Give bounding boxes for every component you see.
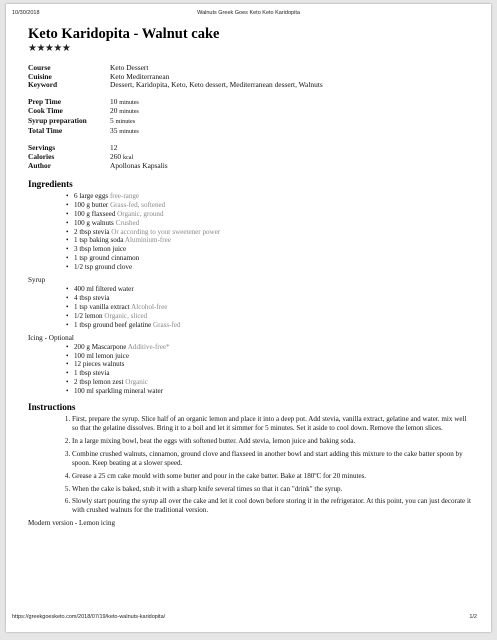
meta-group-category: [28, 64, 473, 90]
meta-key: Prep Time: [28, 96, 62, 106]
meta-value: 20 minutes: [110, 106, 139, 116]
icing-heading: Icing - Optional: [28, 333, 74, 342]
ingredient-item: [74, 192, 473, 201]
ingredient-note: Crushed: [115, 218, 140, 227]
icing-ingredients-list: [28, 343, 473, 396]
meta-value: 260 kcal: [110, 151, 134, 161]
ingredient-item: [74, 219, 473, 228]
instruction-step: 5. When the cake is baked, stub it with a sharp knife several times so that it can "drink" the syrup.: [72, 485, 473, 494]
ingredient-item: [74, 228, 473, 237]
ingredient-text: 1 tsp ground cinnamon: [74, 254, 140, 263]
ingredient-note: Aluminium-free: [124, 236, 171, 245]
meta-key: Total Time: [28, 125, 63, 135]
meta-row-total-time: [28, 127, 473, 137]
ingredient-note: Alcohol-free: [131, 302, 168, 311]
ingredient-text: 6 large eggs: [74, 191, 109, 200]
meta-value: 12: [110, 143, 118, 153]
ingredient-note: Additive-free*: [127, 342, 170, 351]
instruction-step: 3. Combine crushed walnuts, cinnamon, ground clove and flaxseed in another bowl and start adding this mixture to the cake batter spoon by spoon. Keep beating at a slower speed.: [72, 450, 473, 468]
ingredients-list: [28, 192, 473, 272]
meta-row-syrup-time: [28, 117, 473, 127]
meta-value: 5 minutes: [110, 115, 136, 125]
ingredient-item: [74, 201, 473, 210]
ingredients-heading: Ingredients: [28, 178, 73, 189]
ingredient-text: 1 tsp baking soda: [74, 236, 124, 245]
ingredient-text: 1/2 tsp ground clove: [74, 263, 133, 272]
document-page: [6, 4, 491, 632]
meta-key: Calories: [28, 151, 55, 161]
ingredient-text: 4 tbsp stevia: [74, 294, 110, 302]
instruction-step: 6. Slowly start pouring the syrup all over the cake and let it cool down before storing it in the refrigerator. At this point, you can just decorate it with crushed walnuts for the traditional version.: [72, 497, 473, 515]
ingredient-text: 400 ml filtered water: [74, 285, 134, 294]
ingredient-item: [74, 387, 473, 396]
meta-value: Apollonas Kapsalis: [110, 161, 168, 171]
instruction-step: 4. Grease a 25 cm cake mould with some butter and pour in the cake batter. Bake at 180ºC for 20 minutes.: [72, 472, 473, 481]
meta-row-prep-time: [28, 98, 473, 108]
meta-value: 10 minutes: [110, 96, 139, 106]
ingredient-note: Organic, sliced: [104, 311, 148, 320]
ingredient-text: 3 tbsp lemon juice: [74, 245, 127, 254]
meta-key: Course: [28, 63, 51, 72]
ingredient-text: 1/2 lemon: [74, 311, 103, 320]
ingredient-note: free-range: [109, 191, 140, 200]
ingredient-item: [74, 378, 473, 387]
ingredient-item: [74, 236, 473, 245]
print-header: [6, 10, 491, 20]
ingredient-item: [74, 254, 473, 263]
ingredient-note: Or according to your sweetener power: [111, 227, 221, 236]
meta-key: Syrup preparation: [28, 115, 87, 125]
print-title: Walnuts Greek Goes Keto Keto Karidopita: [197, 10, 300, 16]
meta-row-servings: [28, 144, 473, 153]
ingredient-item: [74, 210, 473, 219]
meta-key: Servings: [28, 143, 56, 153]
ingredient-item: [74, 321, 473, 330]
print-date: 10/30/2018: [12, 10, 40, 16]
meta-row-calories: [28, 153, 473, 163]
instruction-step: 1. First, prepare the syrup. Slice half of an organic lemon and place it into a deep pot. Add stevia, vanilla extract, gelatine and water. mix well so that the gelatine dissolves. Bring it to a boil and let it simmer for 5 minutes. Set it aside to cool down. Remove the lemon slices.: [72, 415, 473, 433]
syrup-heading: Syrup: [28, 276, 46, 285]
ingredient-item: [74, 360, 473, 369]
recipe-note: Modern version - Lemon icing: [28, 519, 116, 528]
ingredient-text: 2 tbsp stevia: [74, 227, 110, 236]
meta-value: Keto Dessert: [110, 63, 149, 72]
meta-key: Cook Time: [28, 106, 63, 116]
meta-key: Author: [28, 161, 51, 171]
ingredient-text: 100 g flaxseed: [74, 209, 116, 218]
meta-value: Dessert, Karidopita, Keto, Keto dessert, Mediterranean dessert, Walnuts: [110, 80, 323, 90]
ingredient-text: 12 pieces walnuts: [74, 360, 125, 369]
instruction-step: 2. In a large mixing bowl, beat the eggs with softened butter. Add stevia, lemon juice and baking soda.: [72, 437, 473, 446]
instructions-list: [28, 415, 473, 515]
ingredient-item: [74, 263, 473, 272]
meta-key: Cuisine: [28, 71, 52, 81]
meta-key: Keyword: [28, 80, 58, 90]
meta-group-times: [28, 98, 473, 136]
ingredient-item: [74, 312, 473, 321]
meta-value: 35 minutes: [110, 125, 139, 135]
print-footer: [6, 614, 491, 622]
ingredient-item: [74, 294, 473, 303]
meta-row-cook-time: [28, 107, 473, 117]
meta-row-keyword: [28, 81, 473, 90]
recipe-meta: [28, 64, 473, 171]
ingredient-text: 2 tbsp lemon zest: [74, 378, 124, 387]
ingredient-text: 200 g Mascarpone: [74, 342, 127, 351]
ingredient-item: [74, 285, 473, 294]
syrup-ingredients-list: [28, 285, 473, 330]
meta-row-course: [28, 64, 473, 73]
recipe-card: [28, 26, 473, 528]
ingredient-item: [74, 245, 473, 254]
ingredient-note: Grass-fed: [153, 320, 181, 329]
ingredient-text: 100 ml lemon juice: [74, 351, 129, 360]
ingredient-text: 1 tbsp ground beef gelatine: [74, 320, 152, 329]
ingredient-item: [74, 369, 473, 378]
meta-row-author: [28, 162, 473, 171]
rating-stars: ★★★★★: [28, 43, 71, 54]
recipe-title: Keto Karidopita - Walnut cake: [28, 26, 220, 42]
ingredient-item: [74, 343, 473, 352]
source-url[interactable]: https://greekgoesketo.com/2018/07/19/keto-walnuts-karidopita/: [12, 614, 166, 620]
meta-group-servings: [28, 144, 473, 171]
ingredient-note: Organic: [125, 378, 148, 387]
ingredient-item: [74, 352, 473, 361]
instructions-heading: Instructions: [28, 402, 76, 413]
ingredient-text: 100 g walnuts: [74, 218, 114, 227]
ingredient-text: 100 ml sparkling mineral water: [74, 387, 164, 396]
ingredient-item: [74, 303, 473, 312]
page-number: 1/2: [469, 614, 477, 620]
ingredient-text: 1 tbsp stevia: [74, 369, 110, 378]
ingredient-note: Organic, ground: [117, 209, 164, 218]
meta-value: Keto Mediterranean: [110, 71, 170, 81]
ingredient-text: 100 g butter: [74, 200, 109, 209]
ingredient-note: Grass-fed, softened: [110, 200, 166, 209]
ingredient-text: 1 tsp vanilla extract: [74, 302, 130, 311]
